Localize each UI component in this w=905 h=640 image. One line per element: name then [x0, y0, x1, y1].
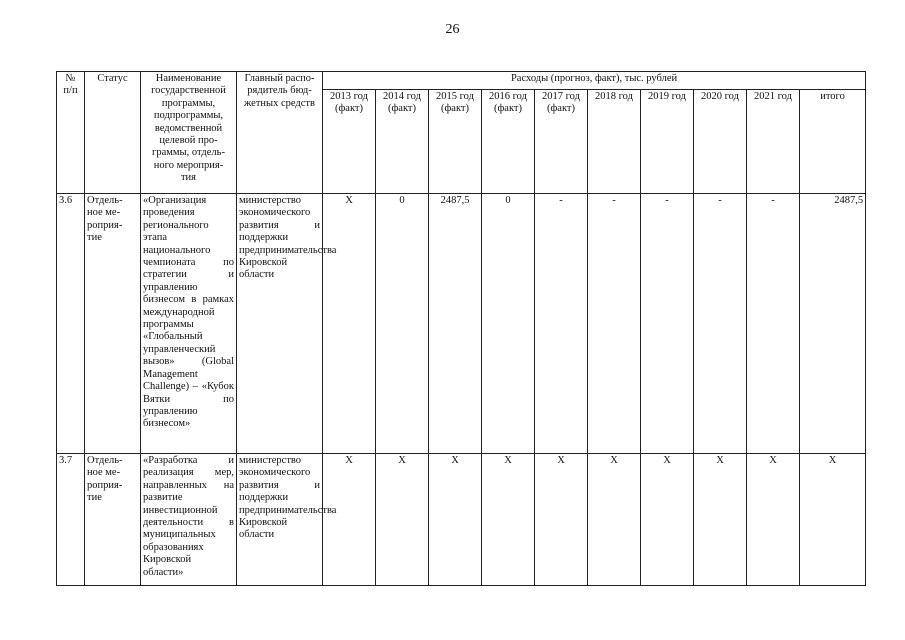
row-value: 0	[482, 194, 535, 454]
header-year: 2015 год (факт)	[429, 90, 482, 194]
header-year: 2014 год (факт)	[376, 90, 429, 194]
header-name: Наименование государственной программы, подпрограммы, ведомственной целевой про- граммы, отдель- ного мероприя- тия	[141, 72, 237, 194]
row-status: Отдель- ное ме- роприя- тие	[85, 454, 141, 586]
row-total: Х	[800, 454, 866, 586]
header-num: № п/п	[57, 72, 85, 194]
page-number: 26	[445, 22, 460, 37]
row-value: Х	[535, 454, 588, 586]
row-value: Х	[482, 454, 535, 586]
row-value: -	[535, 194, 588, 454]
header-row-1	[57, 72, 866, 90]
row-value: Х	[747, 454, 800, 586]
row-value: -	[694, 194, 747, 454]
row-value: Х	[429, 454, 482, 586]
header-status: Статус	[85, 72, 141, 194]
row-status: Отдель- ное ме- роприя- тие	[85, 194, 141, 454]
row-value: 2487,5	[429, 194, 482, 454]
header-year: 2019 год	[641, 90, 694, 194]
row-value: Х	[694, 454, 747, 586]
row-value: -	[747, 194, 800, 454]
row-name: «Организация проведения регионального этапа национального чемпионата по стратегии и управлению бизнесом в рамках международной программы «Глобальный управленческий вызов» (Global Management Challenge) – «Кубок Вятки по управлению бизнесом»	[141, 194, 237, 454]
row-value: Х	[588, 454, 641, 586]
row-value: Х	[376, 454, 429, 586]
header-year: 2013 год (факт)	[323, 90, 376, 194]
row-value: Х	[323, 454, 376, 586]
header-year: 2020 год	[694, 90, 747, 194]
header-year: 2017 год (факт)	[535, 90, 588, 194]
row-value: -	[588, 194, 641, 454]
row-name: «Разработка и реализация мер, направленных на развитие инвестиционной деятельности в муниципальных образованиях Кировской области»	[141, 454, 237, 586]
row-owner: министерство экономического развития и поддержки предпринимательства Кировской области	[237, 454, 323, 586]
table-row	[57, 454, 866, 586]
row-num: 3.6	[57, 194, 85, 454]
row-num: 3.7	[57, 454, 85, 586]
header-owner: Главный распо- рядитель бюд- жетных средств	[237, 72, 323, 194]
row-value: -	[641, 194, 694, 454]
row-owner: министерство экономического развития и поддержки предпринимательства Кировской области	[237, 194, 323, 454]
row-value: Х	[641, 454, 694, 586]
table-row	[57, 194, 866, 454]
row-value: Х	[323, 194, 376, 454]
header-year: 2016 год (факт)	[482, 90, 535, 194]
header-expenses: Расходы (прогноз, факт), тыс. рублей	[323, 72, 866, 90]
header-total: итого	[800, 90, 866, 194]
header-year: 2018 год	[588, 90, 641, 194]
header-year: 2021 год	[747, 90, 800, 194]
row-total: 2487,5	[800, 194, 866, 454]
row-value: 0	[376, 194, 429, 454]
expenses-table	[56, 71, 866, 586]
